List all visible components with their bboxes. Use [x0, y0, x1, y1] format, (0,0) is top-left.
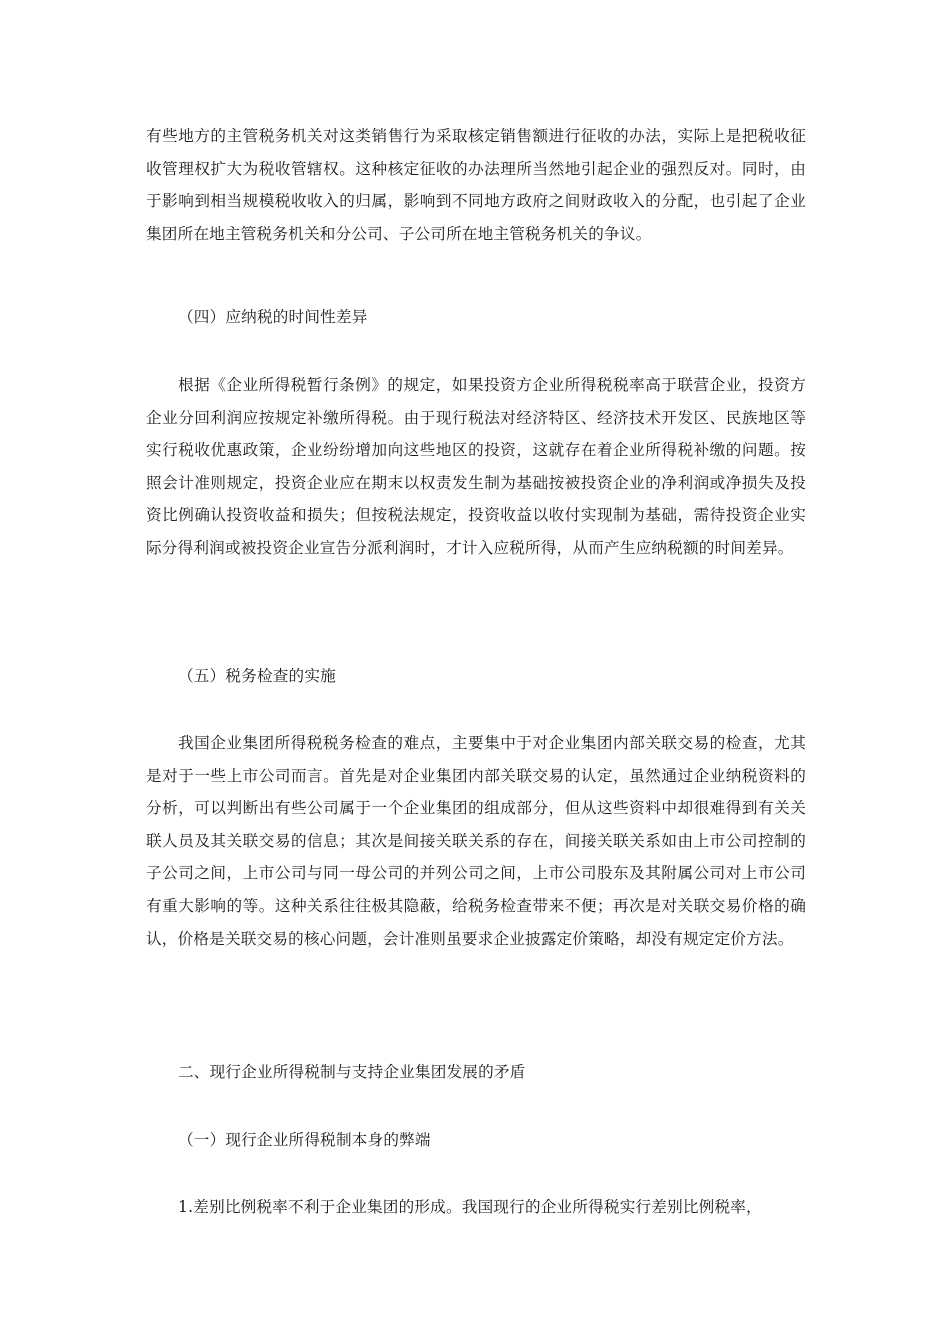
paragraph-section-5: 我国企业集团所得税税务检查的难点，主要集中于对企业集团内部关联交易的检查，尤其是对于一些上市公司而言。首先是对企业集团内部关联交易的认定，虽然通过企业纳税资料的分析，可以判断出有些公司属于一个企业集团的组成部分，但从这些资料中却很难得到有关关联人员及其关联交易的信息；其次是间接关联关系的存在，间接关联关系如由上市公司控制的子公司之间，上市公司与同一母公司的并列公司之间，上市公司股东及其附属公司对上市公司有重大影响的等。这种关系往往极其隐蔽，给税务检查带来不便；再次是对关联交易价格的确认，价格是关联交易的核心问题，会计准则虽要求企业披露定价策略，却没有规定定价方法。 [146, 734, 806, 948]
paragraph-section-4: 根据《企业所得税暂行条例》的规定，如果投资方企业所得税税率高于联营企业，投资方企业分回利润应按规定补缴所得税。由于现行税法对经济特区、经济技术开发区、民族地区等实行税收优惠政策，企业纷纷增加向这些地区的投资，这就存在着企业所得税补缴的问题。按照会计准则规定，投资企业应在期末以权责发生制为基础按被投资企业的净利润或净损失及投资比例确认投资收益和损失；但按税法规定，投资收益以收付实现制为基础，需待投资企业实际分得利润或被投资企业宣告分派利润时，才计入应税所得，从而产生应纳税额的时间差异。 [146, 376, 806, 557]
heading-section-4: （四）应纳税的时间性差异 [178, 308, 368, 326]
heading-section-5: （五）税务检查的实施 [178, 667, 336, 685]
heading-part-2: 二、现行企业所得税制与支持企业集团发展的矛盾 [178, 1063, 526, 1081]
paragraph-part-2-item-1: 1.差别比例税率不利于企业集团的形成。我国现行的企业所得税实行差别比例税率， [178, 1198, 762, 1216]
paragraph-continued: 有些地方的主管税务机关对这类销售行为采取核定销售额进行征收的办法，实际上是把税收征收管理权扩大为税收管辖权。这种核定征收的办法理所当然地引起企业的强烈反对。同时，由于影响到相当规模税收收入的归属，影响到不同地方政府之间财政收入的分配，也引起了企业集团所在地主管税务机关和分公司、子公司所在地主管税务机关的争议。 [146, 127, 806, 243]
heading-part-2-subsection-1: （一）现行企业所得税制本身的弊端 [178, 1131, 431, 1149]
